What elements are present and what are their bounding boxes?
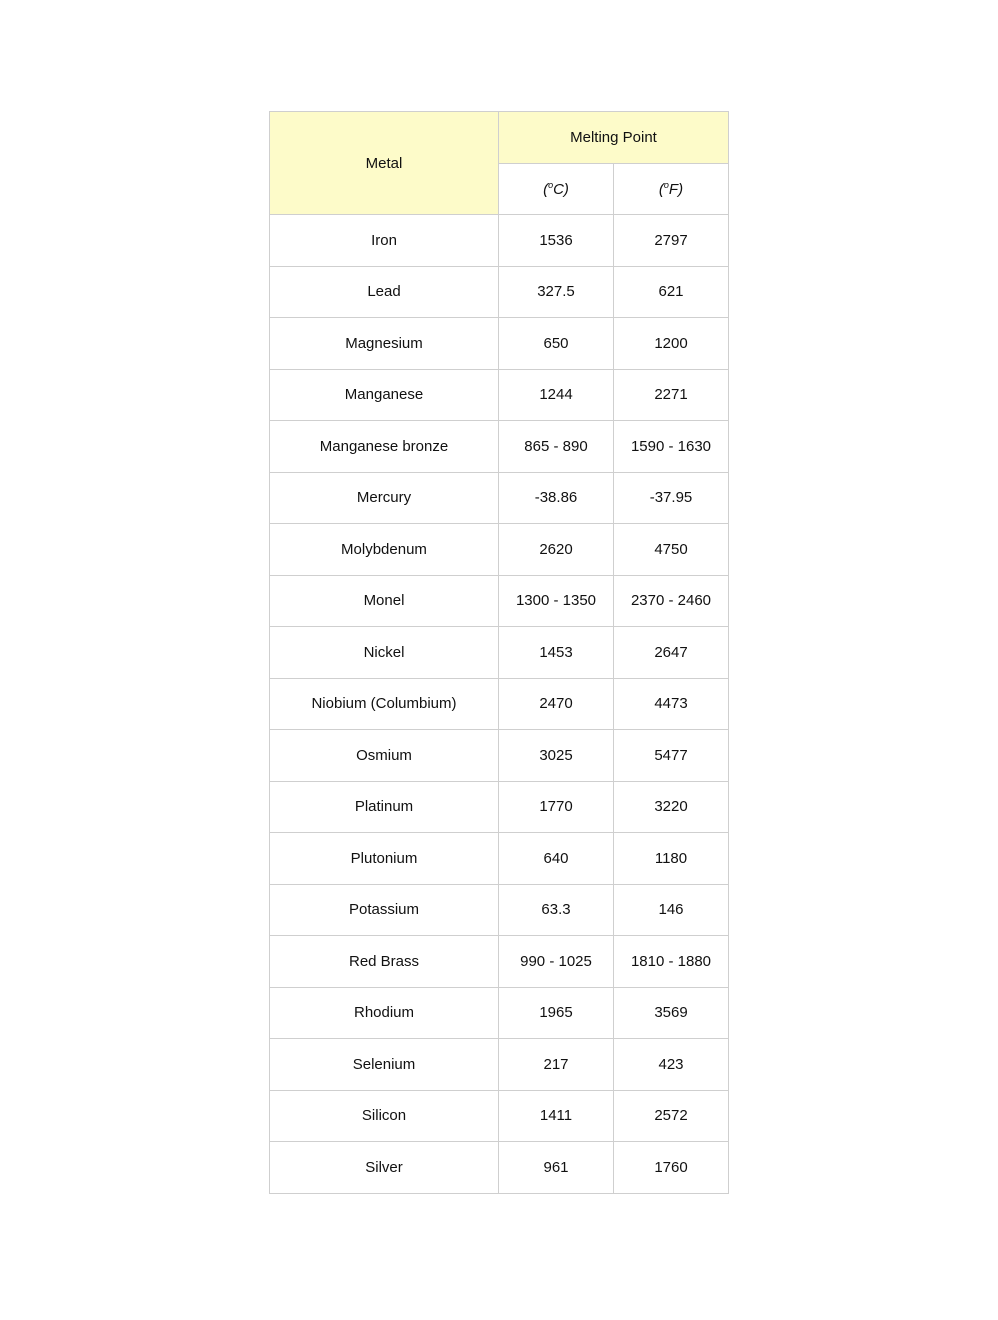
melting-f: 2797 xyxy=(614,215,729,267)
table-row xyxy=(270,524,729,576)
melting-f: 1180 xyxy=(614,833,729,885)
table-row xyxy=(270,1142,729,1194)
melting-c: 990 - 1025 xyxy=(499,936,614,988)
metal-name: Magnesium xyxy=(270,318,499,370)
metal-name: Rhodium xyxy=(270,987,499,1039)
table-row xyxy=(270,318,729,370)
melting-f: 2271 xyxy=(614,369,729,421)
metal-name: Manganese xyxy=(270,369,499,421)
melting-c: 1411 xyxy=(499,1090,614,1142)
metal-name: Silver xyxy=(270,1142,499,1194)
melting-c: 961 xyxy=(499,1142,614,1194)
melting-c: 2470 xyxy=(499,678,614,730)
melting-c: 217 xyxy=(499,1039,614,1091)
metal-name: Lead xyxy=(270,266,499,318)
table-row xyxy=(270,678,729,730)
melting-f: 2572 xyxy=(614,1090,729,1142)
melting-c: 1770 xyxy=(499,781,614,833)
melting-c: 1300 - 1350 xyxy=(499,575,614,627)
melting-f: 4750 xyxy=(614,524,729,576)
metal-name: Platinum xyxy=(270,781,499,833)
melting-c: 1244 xyxy=(499,369,614,421)
metal-name: Iron xyxy=(270,215,499,267)
header-row xyxy=(270,112,729,164)
melting-f: 4473 xyxy=(614,678,729,730)
metal-name: Nickel xyxy=(270,627,499,679)
melting-c: 3025 xyxy=(499,730,614,782)
melting-f: 146 xyxy=(614,884,729,936)
metal-name: Mercury xyxy=(270,472,499,524)
header-metal: Metal xyxy=(270,112,499,215)
metal-name: Red Brass xyxy=(270,936,499,988)
table-row xyxy=(270,627,729,679)
table-row xyxy=(270,575,729,627)
melting-f: 1810 - 1880 xyxy=(614,936,729,988)
header-unit-fahrenheit: ($^o$F) xyxy=(614,163,729,215)
melting-c: 327.5 xyxy=(499,266,614,318)
melting-c: -38.86 xyxy=(499,472,614,524)
melting-f: 1200 xyxy=(614,318,729,370)
melting-c: 1453 xyxy=(499,627,614,679)
melting-c: 1965 xyxy=(499,987,614,1039)
melting-f: 423 xyxy=(614,1039,729,1091)
table-row xyxy=(270,421,729,473)
melting-f: 1760 xyxy=(614,1142,729,1194)
table-row xyxy=(270,730,729,782)
metal-name: Monel xyxy=(270,575,499,627)
metal-name: Silicon xyxy=(270,1090,499,1142)
melting-c: 63.3 xyxy=(499,884,614,936)
melting-f: -37.95 xyxy=(614,472,729,524)
melting-f: 1590 - 1630 xyxy=(614,421,729,473)
melting-f: 5477 xyxy=(614,730,729,782)
table-row xyxy=(270,1039,729,1091)
melting-point-table xyxy=(269,111,729,1194)
melting-c: 650 xyxy=(499,318,614,370)
header-unit-celsius: ($^o$C) xyxy=(499,163,614,215)
table-row xyxy=(270,215,729,267)
metal-name: Molybdenum xyxy=(270,524,499,576)
melting-f: 3569 xyxy=(614,987,729,1039)
metal-name: Potassium xyxy=(270,884,499,936)
table-row xyxy=(270,369,729,421)
table-row xyxy=(270,987,729,1039)
melting-f: 3220 xyxy=(614,781,729,833)
table-row xyxy=(270,266,729,318)
metal-name: Manganese bronze xyxy=(270,421,499,473)
melting-f: 2647 xyxy=(614,627,729,679)
metal-name: Plutonium xyxy=(270,833,499,885)
table-row xyxy=(270,884,729,936)
table-row xyxy=(270,936,729,988)
table-row xyxy=(270,781,729,833)
metal-name: Niobium (Columbium) xyxy=(270,678,499,730)
melting-c: 865 - 890 xyxy=(499,421,614,473)
header-melting-point: Melting Point xyxy=(499,112,729,164)
melting-c: 1536 xyxy=(499,215,614,267)
table-row xyxy=(270,1090,729,1142)
table-row xyxy=(270,472,729,524)
table-body xyxy=(270,215,729,1194)
melting-c: 640 xyxy=(499,833,614,885)
metal-name: Osmium xyxy=(270,730,499,782)
melting-f: 2370 - 2460 xyxy=(614,575,729,627)
melting-c: 2620 xyxy=(499,524,614,576)
table-row xyxy=(270,833,729,885)
melting-f: 621 xyxy=(614,266,729,318)
metal-name: Selenium xyxy=(270,1039,499,1091)
